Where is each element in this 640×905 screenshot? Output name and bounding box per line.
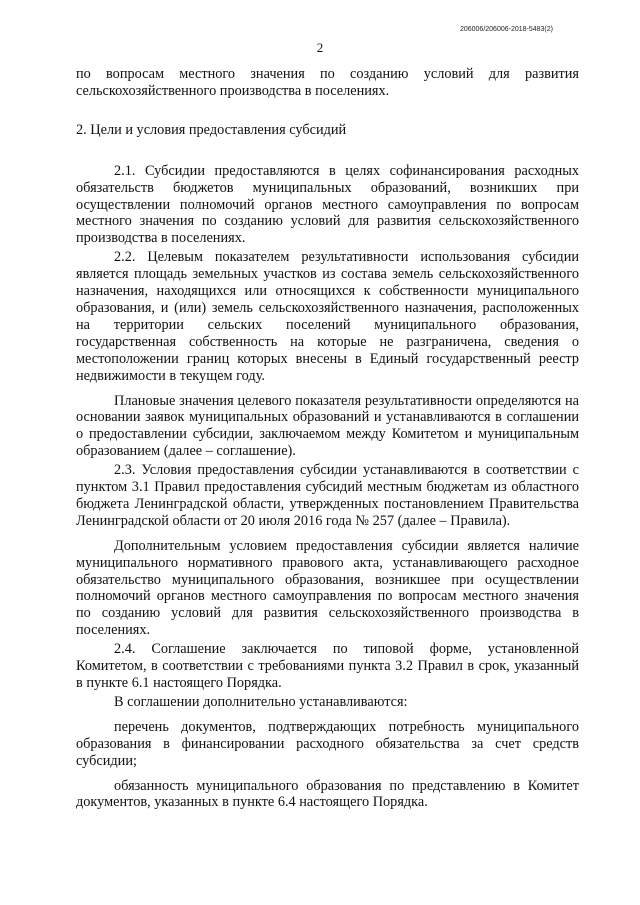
paragraph-documents-list: перечень документов, подтверждающих потребность муниципального образования в финансировании расходного обязательства за счет средств субсидии; xyxy=(76,718,579,769)
paragraph-2-1: 2.1. Субсидии предоставляются в целях софинансирования расходных обязательств бюджетов муниципальных образований, возникших при осуществлении полномочий органов местного самоуправления по вопросам местного значения по созданию условий для развития сельскохозяйственного производства в поселениях. xyxy=(76,162,579,247)
paragraph-obligation: обязанность муниципального образования по представлению в Комитет документов, указанных в пункте 6.4 настоящего Порядка. xyxy=(76,777,579,811)
paragraph-2-2: 2.2. Целевым показателем результативности использования субсидии является площадь земельных участков из состава земель сельскохозяйственного назначения, находящихся или относящихся к собственности муниципального образования, и (или) земель сельскохозяйственного назначения, расположенных на территории сельских поселений муниципального образования, государственная собственность на которые не разграничена, сведения о местоположении границ которых внесены в Единый государственный реестр недвижимости в текущем году. xyxy=(76,249,579,384)
paragraph-additional-condition: Дополнительным условием предоставления субсидии является наличие муниципального нормативного правового акта, устанавливающего расходное обязательство муниципального образования, возникшее при осуществлении полномочий органов местного самоуправления по вопросам местного значения по созданию условий для развития сельскохозяйственного производства в поселениях. xyxy=(76,537,579,639)
paragraph-2-4: 2.4. Соглашение заключается по типовой форме, установленной Комитетом, в соответствии с требованиями пункта 3.2 Правил в срок, указанный в пункте 6.1 настоящего Порядка. xyxy=(76,641,579,691)
document-body xyxy=(76,66,579,811)
paragraph-continuation: по вопросам местного значения по созданию условий для развития сельскохозяйственного производства в поселениях. xyxy=(76,66,579,99)
page-number: 2 xyxy=(316,40,324,55)
document-registration-code: 206006/206006-2018-5483(2) xyxy=(459,26,553,33)
paragraph-planned-values: Плановые значения целевого показателя результативности определяются на основании заявок муниципальных образований и устанавливаются в соглашении о предоставлении субсидии, заключаемом между Комитетом и муниципальным образованием (далее – соглашение). xyxy=(76,392,579,460)
section-heading: 2. Цели и условия предоставления субсидий xyxy=(76,121,347,138)
paragraph-2-3: 2.3. Условия предоставления субсидии устанавливаются в соответствии с пунктом 3.1 Правил предоставления субсидий местным бюджетам из областного бюджета Ленинградской области, утвержденных постановлением Правительства Ленинградской области от 20 июля 2016 года № 257 (далее – Правила). xyxy=(76,462,579,529)
paragraph-agreement-intro: В соглашении дополнительно устанавливаются: xyxy=(114,693,408,710)
